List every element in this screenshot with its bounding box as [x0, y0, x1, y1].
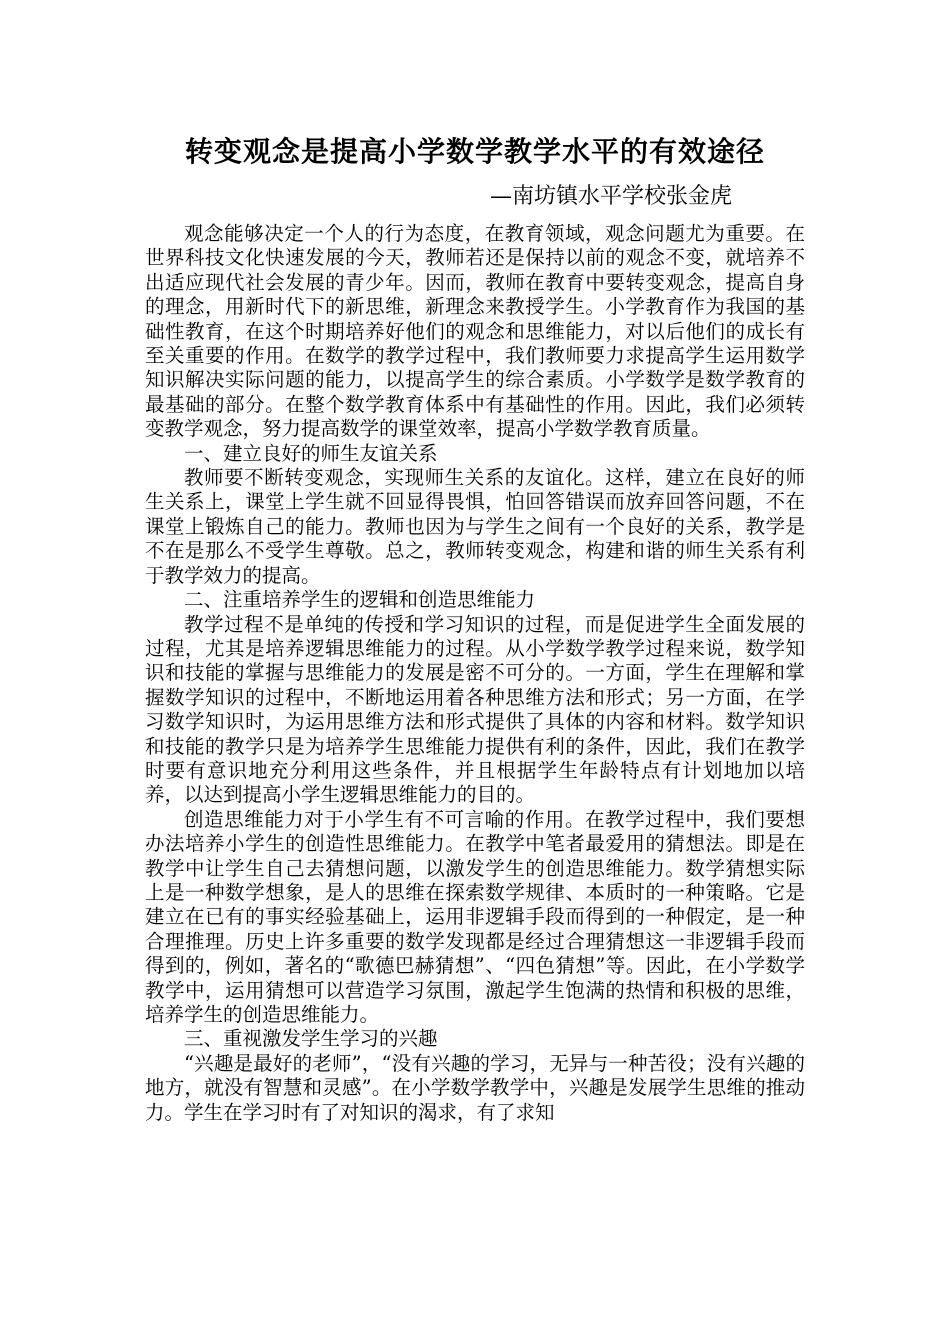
- document-title: 转变观念是提高小学数学教学水平的有效途径: [184, 135, 765, 168]
- section-1-paragraph: 教师要不断转变观念，实现师生关系的友谊化。这样，建立在良好的师生关系上，课堂上学生就不回显得畏惧，怕回答错误而放弃回答问题，不在课堂上锻炼自己的能力。教师也因为与学生之间有一个良好的关系，教学是不在是那么不受学生尊敬。总之，教师转变观念，构建和谐的师生关系有利于教学效力的提高。: [145, 466, 805, 587]
- section-heading-1: 一、建立良好的师生友谊关系: [184, 441, 438, 465]
- section-3-paragraph: “兴趣是最好的老师”，“没有兴趣的学习，无异与一种苦役；没有兴趣的地方，就没有智慧和灵感”。在小学数学教学中，兴趣是发展学生思维的推动力。学生在学习时有了对知识的渴求，有了求知: [145, 1051, 805, 1124]
- document-body: [145, 222, 805, 1125]
- section-heading-2: 二、注重培养学生的逻辑和创造思维能力: [184, 588, 536, 612]
- section-2-paragraph-2: 创造思维能力对于小学生有不可言喻的作用。在教学过程中，我们要想办法培养小学生的创造性思维能力。在教学中笔者最爱用的猜想法。即是在教学中让学生自己去猜想问题，以激发学生的创造思维能力。数学猜想实际上是一种数学想象，是人的思维在探索数学规律、本质时的一种策略。它是建立在已有的事实经验基础上，运用非逻辑手段而得到的一种假定，是一种合理推理。历史上许多重要的数学发现都是经过合理猜想这一非逻辑手段而得到的，例如，著名的“歌德巴赫猜想”、“四色猜想”等。因此，在小学数学教学中，运用猜想可以营造学习氛围，激起学生饱满的热情和积极的思维，培养学生的创造思维能力。: [145, 807, 805, 1026]
- document-author: —南坊镇水平学校张金虎: [490, 184, 733, 209]
- section-2-paragraph-1: 教学过程不是单纯的传授和学习知识的过程，而是促进学生全面发展的过程，尤其是培养逻辑思维能力的过程。从小学数学教学过程来说，数学知识和技能的掌握与思维能力的发展是密不可分的。一方面，学生在理解和掌握数学知识的过程中，不断地运用着各种思维方法和形式；另一方面，在学习数学知识时，为运用思维方法和形式提供了具体的内容和材料。数学知识和技能的教学只是为培养学生思维能力提供有利的条件，因此，我们在教学时要有意识地充分利用这些条件，并且根据学生年龄特点有计划地加以培养，以达到提高小学生逻辑思维能力的目的。: [145, 612, 805, 807]
- intro-paragraph: 观念能够决定一个人的行为态度，在教育领域，观念问题尤为重要。在世界科技文化快速发展的今天，教师若还是保持以前的观念不变，就培养不出适应现代社会发展的青少年。因而，教师在教育中要转变观念，提高自身的理念，用新时代下的新思维，新理念来教授学生。小学教育作为我国的基础性教育，在这个时期培养好他们的观念和思维能力，对以后他们的成长有至关重要的作用。在数学的教学过程中，我们教师要力求提高学生运用数学知识解决实际问题的能力，以提高学生的综合素质。小学数学是数学教育的最基础的部分。在整个数学教育体系中有基础性的作用。因此，我们必须转变教学观念，努力提高数学的课堂效率，提高小学数学教育质量。: [145, 222, 805, 441]
- section-heading-3: 三、重视激发学生学习的兴趣: [184, 1027, 438, 1051]
